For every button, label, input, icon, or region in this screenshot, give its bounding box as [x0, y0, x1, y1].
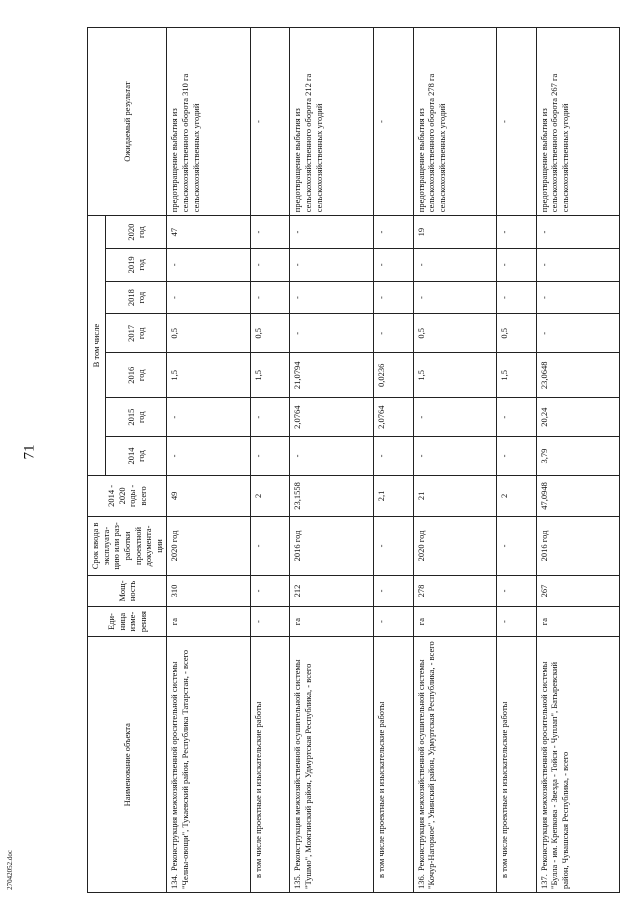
cell-year-2020: - — [536, 216, 620, 249]
cell-commission: - — [251, 516, 290, 575]
document-id: 27042052.doc — [6, 850, 14, 890]
cell-expected-result: - — [374, 28, 413, 216]
cell-year-2015: 2,0764 — [290, 398, 374, 437]
header-year-2015: 2015 год — [106, 398, 167, 437]
row-index: 137. — [538, 874, 549, 889]
table-row — [536, 28, 620, 893]
cell-object-name — [251, 637, 290, 893]
cell-object-name — [290, 637, 374, 893]
cell-expected-result: предотвращение выбытия из сельскохозяйственного оборота 310 га сельскохозяйственных угодий — [167, 28, 251, 216]
cell-year-2020: - — [374, 216, 413, 249]
row-index: 134. — [169, 874, 180, 889]
cell-year-2014: - — [374, 437, 413, 476]
cell-year-2017: 0,5 — [167, 314, 251, 353]
cell-year-2015: - — [497, 398, 536, 437]
header-capacity: Мощ- ность — [88, 576, 167, 607]
cell-capacity: - — [374, 576, 413, 607]
cell-year-2016: 1,5 — [413, 353, 497, 398]
cell-year-2017: - — [536, 314, 620, 353]
cell-unit: - — [497, 606, 536, 637]
cell-commission: - — [374, 516, 413, 575]
object-name-text: в том числе проектные и изыскательские работы — [499, 701, 510, 878]
cell-object-name — [497, 637, 536, 893]
cell-commission: 2020 год — [167, 516, 251, 575]
page-number: 71 — [21, 444, 38, 460]
cell-object-name — [374, 637, 413, 893]
row-index: 135. — [292, 874, 303, 889]
rotated-table-frame — [87, 27, 619, 893]
cell-year-2020: - — [251, 216, 290, 249]
cell-year-2019: - — [290, 249, 374, 282]
investment-table — [87, 27, 620, 893]
cell-object-name — [536, 637, 620, 893]
table-container — [87, 27, 619, 893]
cell-year-2016: 0,0236 — [374, 353, 413, 398]
cell-total: 21 — [413, 475, 497, 516]
cell-year-2018: - — [374, 281, 413, 314]
cell-year-2017: - — [374, 314, 413, 353]
cell-total: 2 — [251, 475, 290, 516]
cell-commission: 2016 год — [536, 516, 620, 575]
cell-year-2015: - — [413, 398, 497, 437]
cell-year-2019: - — [536, 249, 620, 282]
cell-unit: га — [536, 606, 620, 637]
cell-object-name — [167, 637, 251, 893]
table-row-subtotal — [374, 28, 413, 893]
cell-unit: га — [167, 606, 251, 637]
table-row — [413, 28, 497, 893]
cell-year-2020: 47 — [167, 216, 251, 249]
object-name-text: в том числе проектные и изыскательские работы — [253, 701, 263, 878]
cell-year-2017: 0,5 — [497, 314, 536, 353]
cell-year-2018: - — [290, 281, 374, 314]
cell-year-2017: - — [290, 314, 374, 353]
cell-total: 49 — [167, 475, 251, 516]
cell-year-2020: 19 — [413, 216, 497, 249]
header-name: Наименование объекта — [88, 637, 167, 893]
table-header — [88, 28, 167, 893]
cell-commission: 2016 год — [290, 516, 374, 575]
cell-year-2020: - — [290, 216, 374, 249]
cell-year-2014: - — [167, 437, 251, 476]
cell-capacity: 267 — [536, 576, 620, 607]
header-result: Ожидаемый результат — [88, 28, 167, 216]
header-including: В том числе — [88, 216, 106, 476]
cell-year-2016: 1,5 — [497, 353, 536, 398]
object-name-text: Реконструкция межхозяйственной оросительной системы "Челны-овощи", Тукаевский район, Республика Татарстан, - всего — [169, 649, 190, 889]
table-row — [290, 28, 374, 893]
object-name-text: в том числе проектные и изыскательские работы — [376, 701, 387, 878]
cell-unit: - — [374, 606, 413, 637]
object-name-text: Реконструкция межхозяйственной осушительной системы "Тушмо", Можгинский район, Удмуртская Республика, - всего — [292, 659, 314, 889]
header-year-2014: 2014 год — [106, 437, 167, 476]
cell-commission: - — [497, 516, 536, 575]
cell-year-2018: - — [251, 281, 290, 314]
header-year-2016: 2016 год — [106, 353, 167, 398]
cell-total: 2,1 — [374, 475, 413, 516]
cell-capacity: 310 — [167, 576, 251, 607]
header-year-2018: 2018 год — [106, 281, 167, 314]
cell-expected-result: - — [497, 28, 536, 216]
table-body — [167, 28, 620, 893]
header-commission: Срок ввода в эксплуата- цию или раз- работки проектной документа- ции — [88, 516, 167, 575]
cell-year-2014: - — [413, 437, 497, 476]
cell-capacity: 278 — [413, 576, 497, 607]
header-unit: Еди- ница изме- рения — [88, 606, 167, 637]
cell-expected-result: предотвращение выбытия из сельскохозяйственного оборота 212 га сельскохозяйственных угодий — [290, 28, 374, 216]
cell-year-2018: - — [413, 281, 497, 314]
row-index: 136. — [415, 874, 426, 889]
cell-year-2018: - — [536, 281, 620, 314]
cell-year-2015: 20,24 — [536, 398, 620, 437]
cell-year-2014: - — [290, 437, 374, 476]
object-name-text: Реконструкция межхозяйственной оросительной системы "Булла - им. Крепкова - Звезда - Тойси - Чуплап", Батыревский район, Чувашская Республика, - всего — [538, 661, 570, 889]
header-year-2019: 2019 год — [106, 249, 167, 282]
cell-year-2014: - — [497, 437, 536, 476]
table-row-subtotal — [251, 28, 290, 893]
table-row-subtotal — [497, 28, 536, 893]
cell-year-2014: 3,79 — [536, 437, 620, 476]
cell-total: 23,1558 — [290, 475, 374, 516]
cell-expected-result: - — [251, 28, 290, 216]
cell-year-2018: - — [167, 281, 251, 314]
cell-unit: га — [290, 606, 374, 637]
cell-year-2016: 1,5 — [167, 353, 251, 398]
cell-year-2020: - — [497, 216, 536, 249]
cell-unit: га — [413, 606, 497, 637]
cell-year-2019: - — [413, 249, 497, 282]
cell-year-2015: 2,0764 — [374, 398, 413, 437]
cell-total: 47,0948 — [536, 475, 620, 516]
cell-expected-result: предотвращение выбытия из сельскохозяйственного оборота 267 га сельскохозяйственных угодий — [536, 28, 620, 216]
cell-year-2019: - — [251, 249, 290, 282]
cell-capacity: - — [251, 576, 290, 607]
cell-year-2016: 1,5 — [251, 353, 290, 398]
cell-commission: 2020 год — [413, 516, 497, 575]
cell-capacity: - — [497, 576, 536, 607]
header-year-2017: 2017 год — [106, 314, 167, 353]
cell-year-2019: - — [497, 249, 536, 282]
cell-year-2017: 0,5 — [413, 314, 497, 353]
cell-capacity: 212 — [290, 576, 374, 607]
cell-year-2017: 0,5 — [251, 314, 290, 353]
cell-year-2019: - — [167, 249, 251, 282]
cell-year-2018: - — [497, 281, 536, 314]
cell-unit: - — [251, 606, 290, 637]
cell-object-name — [413, 637, 497, 893]
header-total: 2014 - 2020 годы - всего — [88, 475, 167, 516]
cell-total: 2 — [497, 475, 536, 516]
cell-year-2016: 23,0648 — [536, 353, 620, 398]
object-name-text: Реконструкция межхозяйственной осушительной системы "Кочур-Нагорное", Увинский район, Удмуртская Республика, - всего — [415, 641, 437, 889]
cell-year-2015: - — [167, 398, 251, 437]
table-row — [167, 28, 251, 893]
cell-year-2014: - — [251, 437, 290, 476]
header-year-2020: 2020 год — [106, 216, 167, 249]
cell-year-2019: - — [374, 249, 413, 282]
cell-year-2015: - — [251, 398, 290, 437]
cell-expected-result: предотвращение выбытия из сельскохозяйственного оборота 278 га сельскохозяйственных угодий — [413, 28, 497, 216]
cell-year-2016: 21,0794 — [290, 353, 374, 398]
